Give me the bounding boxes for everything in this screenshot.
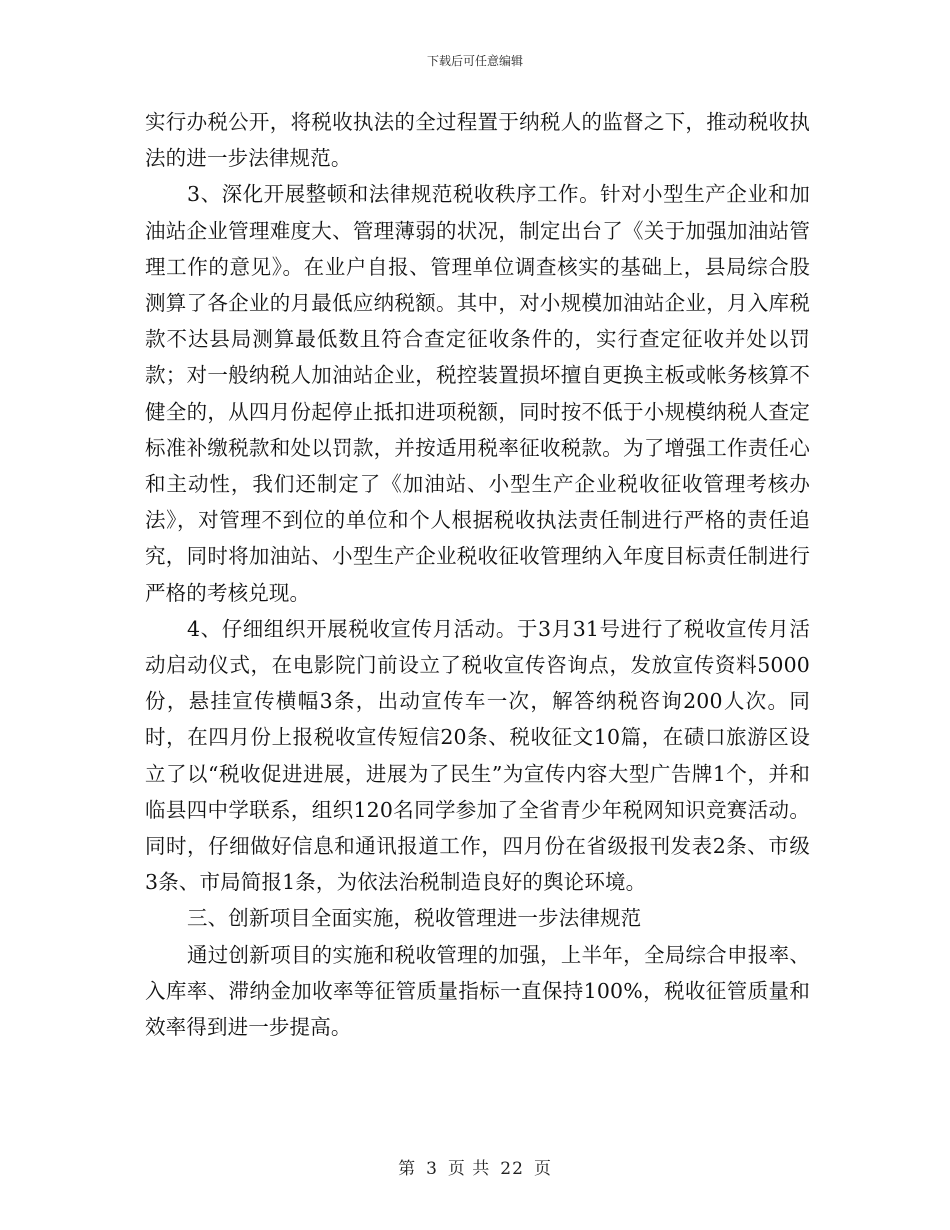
- footer-suffix: 页: [533, 1159, 552, 1179]
- header-note: 下载后可任意编辑: [426, 54, 523, 68]
- paragraph-2: 3、深化开展整顿和法律规范税收秩序工作。针对小型生产企业和加油站企业管理难度大、管理薄弱的状况，制定出台了《关于加强加油站管理工作的意见》。在业户自报、管理单位调查核实的基础上，县局综合股测算了各企业的月最低应纳税额。其中，对小规模加油站企业，月入库税款不达县局测算最低数且符合查定征收条件的，实行查定征收并处以罚款；对一般纳税人加油站企业，税控装置损坏擅自更换主板或帐务核算不健全的，从四月份起停止抵扣进项税额，同时按不低于小规模纳税人查定标准补缴税款和处以罚款，并按适用税率征收税款。为了增强工作责任心和主动性，我们还制定了《加油站、小型生产企业税收征收管理考核办法》，对管理不到位的单位和个人根据税收执法责任制进行严格的责任追究，同时将加油站、小型生产企业税收征收管理纳入年度目标责任制进行严格的考核兑现。: [145, 182, 810, 605]
- paragraph-1: 实行办税公开，将税收执法的全过程置于纳税人的监督之下，推动税收执法的进一步法律规范。: [145, 110, 810, 171]
- document-body: [145, 104, 810, 1045]
- footer-middle: 页 共: [447, 1159, 491, 1179]
- paragraph-4: 通过创新项目的实施和税收管理的加强，上半年，全局综合申报率、入库率、滞纳金加收率等征管质量指标一直保持100%，税收征管质量和效率得到进一步提高。: [145, 942, 810, 1040]
- page-footer: [0, 1154, 950, 1179]
- footer-prefix: 第: [398, 1159, 417, 1179]
- paragraph-3: 4、仔细组织开展税收宣传月活动。于3月31号进行了税收宣传月活动启动仪式，在电影院门前设立了税收宣传咨询点，发放宣传资料5000份，悬挂宣传横幅3条，出动宣传车一次，解答纳税咨询200人次。同时，在四月份上报税收宣传短信20条、税收征文10篇，在碛口旅游区设立了以“税收促进进展，进展为了民生”为宣传内容大型广告牌1个，并和临县四中学联系，组织120名同学参加了全省青少年税网知识竞赛活动。同时，仔细做好信息和通讯报道工作，四月份在省级报刊发表2条、市级3条、市局简报1条，为依法治税制造良好的舆论环境。: [145, 616, 810, 895]
- footer-page-current: 3: [426, 1159, 438, 1179]
- footer-page-total: 22: [500, 1159, 524, 1179]
- section-heading: 三、创新项目全面实施，税收管理进一步法律规范: [187, 906, 642, 931]
